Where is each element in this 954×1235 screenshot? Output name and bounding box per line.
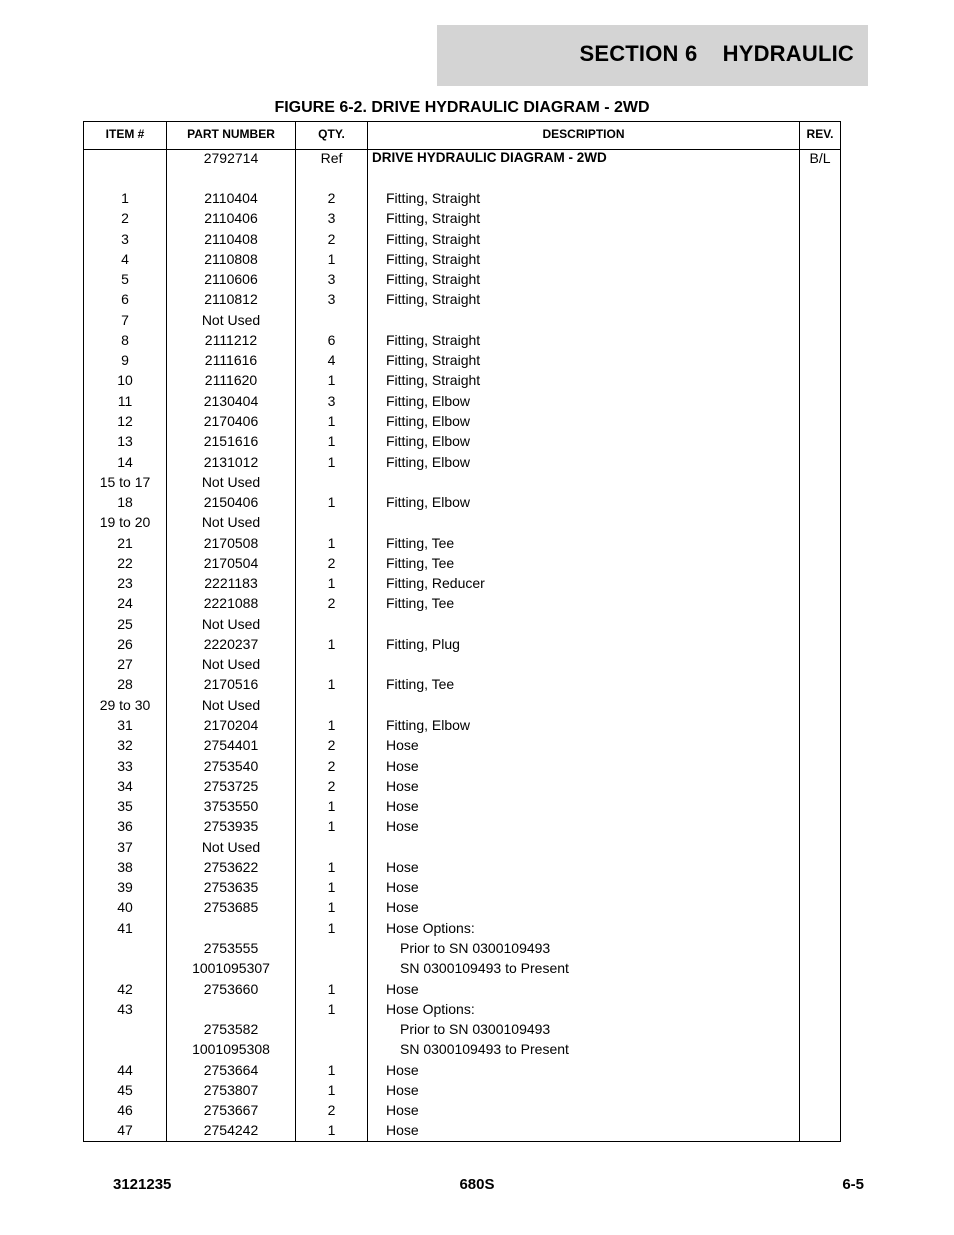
description-cell: Fitting, Elbow — [386, 412, 471, 429]
qty-cell: 2 — [327, 595, 336, 612]
description-cell: Hose — [386, 818, 419, 835]
qty-cell: 2 — [327, 1102, 336, 1119]
part-number-cell: 2753540 — [203, 757, 259, 774]
part-number-cell: 2220237 — [203, 635, 259, 652]
item-cell: 38 — [117, 858, 133, 875]
description-cell: Fitting, Reducer — [386, 575, 485, 592]
item-cell: 42 — [117, 980, 133, 997]
item-cell: 15 to 17 — [99, 473, 151, 490]
table-row — [84, 148, 840, 168]
header-description: DESCRIPTION — [542, 127, 625, 141]
table-row — [84, 431, 840, 451]
table-row — [84, 877, 840, 897]
qty-cell: 1 — [327, 433, 336, 450]
table-row — [84, 229, 840, 249]
item-cell: 12 — [117, 412, 133, 429]
table-row — [84, 938, 840, 958]
part-number-cell: 2110606 — [204, 271, 258, 288]
part-number-cell: 2111620 — [204, 372, 258, 389]
part-number-cell: 2150406 — [203, 494, 259, 511]
header-part-number: PART NUMBER — [187, 127, 275, 141]
table-row — [84, 1019, 840, 1039]
table-row — [84, 614, 840, 634]
table-row — [84, 350, 840, 370]
table-row — [84, 452, 840, 472]
qty-cell: 2 — [327, 757, 336, 774]
description-cell: Fitting, Elbow — [386, 433, 471, 450]
qty-cell: 3 — [327, 271, 336, 288]
part-number-cell: Not Used — [201, 311, 261, 328]
description-cell: Fitting, Straight — [386, 190, 481, 206]
description-cell: Hose — [386, 1061, 419, 1078]
qty-cell: 2 — [327, 777, 336, 794]
part-number-cell: 2753622 — [203, 858, 259, 875]
item-cell: 43 — [117, 1000, 133, 1017]
item-cell: 39 — [117, 879, 133, 896]
footer-page-number: 6-5 — [842, 1176, 864, 1193]
part-number-cell: 2753635 — [203, 879, 259, 896]
part-number-cell: Not Used — [201, 514, 261, 531]
description-cell: SN 0300109493 to Present — [400, 1041, 569, 1058]
qty-cell: 1 — [327, 534, 336, 551]
part-number-cell: Not Used — [201, 615, 261, 632]
part-number-cell: 2151616 — [203, 433, 259, 450]
table-row — [84, 897, 840, 917]
part-number-cell: 2110406 — [204, 210, 258, 227]
table-row — [84, 553, 840, 573]
description-cell: Hose Options: — [386, 919, 475, 936]
item-cell: 40 — [117, 899, 133, 916]
item-cell: 10 — [117, 372, 133, 389]
item-cell: 19 to 20 — [99, 514, 151, 531]
description-cell: Hose — [386, 1081, 419, 1098]
description-cell: Hose — [386, 879, 419, 896]
table-row — [84, 979, 840, 999]
table-row — [84, 715, 840, 735]
description-cell: Hose — [386, 1102, 419, 1119]
part-number-cell: 2110408 — [204, 230, 258, 247]
table-row — [84, 370, 840, 390]
part-number-cell: 2221183 — [204, 575, 258, 592]
description-cell: Fitting, Straight — [386, 271, 481, 288]
description-cell: Fitting, Straight — [386, 250, 481, 267]
part-number-cell: 2753667 — [203, 1102, 259, 1119]
part-number-cell: 2753807 — [203, 1081, 259, 1098]
description-cell: Fitting, Elbow — [386, 717, 471, 734]
part-number-cell: Not Used — [201, 473, 261, 490]
qty-cell: 1 — [327, 1081, 336, 1098]
table-row — [84, 837, 840, 857]
part-number-cell: Not Used — [201, 838, 261, 855]
description-cell: Fitting, Tee — [386, 676, 455, 693]
table-row — [84, 674, 840, 694]
part-number-cell: 2170204 — [203, 717, 259, 734]
table-row — [84, 289, 840, 309]
part-number-cell: 2170504 — [203, 554, 259, 571]
description-cell: Hose — [386, 858, 419, 875]
description-cell: Fitting, Tee — [386, 554, 455, 571]
qty-cell: 1 — [327, 818, 336, 835]
table-row — [84, 249, 840, 269]
item-cell: 8 — [121, 331, 129, 348]
part-number-cell: 2131012 — [203, 453, 259, 470]
part-number-cell: 2111212 — [204, 331, 258, 348]
qty-cell: 1 — [327, 858, 336, 875]
item-cell: 22 — [117, 554, 133, 571]
part-number-cell: 2170406 — [203, 412, 259, 429]
part-number-cell: 2754401 — [203, 737, 259, 754]
qty-cell: 1 — [327, 1122, 336, 1139]
item-cell: 24 — [117, 595, 133, 612]
qty-cell: 1 — [327, 676, 336, 693]
part-number-cell: 1001095308 — [192, 1041, 270, 1058]
table-row — [84, 654, 840, 674]
table-row — [84, 816, 840, 836]
description-cell: Fitting, Tee — [386, 595, 455, 612]
part-number-cell: 2753582 — [203, 1021, 259, 1038]
description-cell: Fitting, Elbow — [386, 453, 471, 470]
qty-cell: 1 — [327, 635, 336, 652]
description-cell: Fitting, Elbow — [386, 392, 471, 409]
item-cell: 47 — [117, 1122, 133, 1139]
description-cell: Fitting, Straight — [386, 352, 481, 369]
table-row — [84, 391, 840, 411]
table-row — [84, 857, 840, 877]
part-number-cell: Not Used — [201, 696, 261, 713]
qty-cell: 3 — [327, 392, 336, 409]
item-cell: 18 — [117, 494, 133, 511]
table-row — [84, 1080, 840, 1100]
qty-cell: 2 — [327, 230, 336, 247]
qty-cell: 2 — [327, 190, 336, 206]
description-cell: Hose — [386, 737, 419, 754]
table-row — [84, 492, 840, 512]
table-row — [84, 330, 840, 350]
header-item: ITEM # — [105, 127, 145, 141]
item-cell: 23 — [117, 575, 133, 592]
table-row — [84, 776, 840, 796]
qty-cell: 2 — [327, 737, 336, 754]
table-row — [84, 269, 840, 289]
item-cell: 34 — [117, 777, 133, 794]
table-row — [84, 208, 840, 228]
part-number-cell: 2753725 — [203, 777, 259, 794]
description-cell: Fitting, Straight — [386, 372, 481, 389]
table-row — [84, 1120, 840, 1140]
item-cell: 5 — [121, 271, 129, 288]
part-number-cell: Not Used — [201, 656, 261, 673]
qty-cell: 1 — [327, 1061, 336, 1078]
part-number-cell: 2753664 — [203, 1061, 259, 1078]
description-cell: Prior to SN 0300109493 — [400, 1021, 551, 1038]
table-row — [84, 411, 840, 431]
header-qty: QTY. — [318, 127, 345, 141]
item-cell: 29 to 30 — [99, 696, 151, 713]
item-cell: 31 — [117, 717, 133, 734]
part-number-cell: 2170516 — [203, 676, 259, 693]
table-row — [84, 310, 840, 330]
table-row — [84, 634, 840, 654]
part-number-cell: 2221088 — [203, 595, 259, 612]
item-cell: 11 — [117, 392, 133, 409]
table-row — [84, 472, 840, 492]
qty-cell: 4 — [327, 352, 336, 369]
table-row — [84, 512, 840, 532]
qty-cell: 6 — [327, 331, 336, 348]
item-cell: 2 — [121, 210, 129, 227]
parts-table — [83, 121, 841, 1142]
rev-cell: B/L — [809, 150, 831, 166]
description-cell: Hose — [386, 777, 419, 794]
item-cell: 32 — [117, 737, 133, 754]
description-cell: Fitting, Tee — [386, 534, 455, 551]
table-row — [84, 1100, 840, 1120]
table-row — [84, 593, 840, 613]
part-number-cell: 2111616 — [204, 352, 258, 369]
qty-cell: 1 — [327, 575, 336, 592]
table-row — [84, 918, 840, 938]
item-cell: 36 — [117, 818, 133, 835]
qty-cell: 1 — [327, 250, 336, 267]
description-cell: Hose Options: — [386, 1000, 475, 1017]
item-cell: 46 — [117, 1102, 133, 1119]
qty-cell: 3 — [327, 291, 336, 308]
qty-cell: 1 — [327, 453, 336, 470]
part-number-cell: 2792714 — [203, 150, 259, 166]
part-number-cell: 2753685 — [203, 899, 259, 916]
qty-cell: 2 — [327, 554, 336, 571]
part-number-cell: 2754242 — [203, 1122, 259, 1139]
qty-cell: 3 — [327, 210, 336, 227]
table-row — [84, 1039, 840, 1059]
table-row — [84, 796, 840, 816]
item-cell: 35 — [117, 798, 133, 815]
figure-title: FIGURE 6-2. DRIVE HYDRAULIC DIAGRAM - 2WD — [274, 99, 650, 116]
description-cell: Fitting, Plug — [386, 635, 460, 652]
part-number-cell: 2753555 — [203, 939, 259, 956]
item-cell: 1 — [121, 190, 129, 206]
item-cell: 14 — [117, 453, 133, 470]
item-cell: 27 — [117, 656, 133, 673]
item-cell: 21 — [117, 534, 133, 551]
qty-cell: 1 — [327, 980, 336, 997]
table-row — [84, 695, 840, 715]
description-cell: SN 0300109493 to Present — [400, 960, 569, 977]
table-row — [84, 958, 840, 978]
section-title: SECTION 6 HYDRAULIC — [579, 41, 854, 66]
header-rev: REV. — [806, 127, 834, 141]
table-row — [84, 188, 840, 208]
item-cell: 45 — [117, 1081, 133, 1098]
part-number-cell: 2110808 — [204, 250, 258, 267]
item-cell: 3 — [121, 230, 129, 247]
table-row — [84, 999, 840, 1019]
description-cell: Fitting, Elbow — [386, 494, 471, 511]
item-cell: 25 — [117, 615, 133, 632]
item-cell: 37 — [117, 838, 133, 855]
part-number-cell: 2110812 — [204, 291, 258, 308]
footer-model: 680S — [459, 1176, 495, 1193]
part-number-cell: 2753935 — [203, 818, 259, 835]
table-row — [84, 756, 840, 776]
qty-cell: 1 — [327, 412, 336, 429]
description-cell: Fitting, Straight — [386, 230, 481, 247]
description-cell: DRIVE HYDRAULIC DIAGRAM - 2WD — [372, 150, 607, 165]
item-cell: 4 — [121, 250, 129, 267]
qty-cell: Ref — [320, 150, 343, 166]
item-cell: 26 — [117, 635, 133, 652]
item-cell: 44 — [117, 1061, 133, 1078]
part-number-cell: 2170508 — [203, 534, 259, 551]
table-row — [84, 1060, 840, 1080]
description-cell: Prior to SN 0300109493 — [400, 939, 551, 956]
item-cell: 9 — [121, 352, 129, 369]
item-cell: 7 — [121, 311, 129, 328]
part-number-cell: 1001095307 — [192, 960, 270, 977]
part-number-cell: 2110404 — [204, 190, 258, 206]
item-cell: 13 — [117, 433, 133, 450]
qty-cell: 1 — [327, 717, 336, 734]
item-cell: 33 — [117, 757, 133, 774]
table-row — [84, 573, 840, 593]
part-number-cell: 2753660 — [203, 980, 259, 997]
qty-cell: 1 — [327, 798, 336, 815]
qty-cell: 1 — [327, 899, 336, 916]
table-row — [84, 735, 840, 755]
section-header — [437, 25, 868, 86]
footer-document-number: 3121235 — [113, 1176, 172, 1193]
description-cell: Hose — [386, 798, 419, 815]
description-cell: Hose — [386, 1122, 419, 1139]
description-cell: Hose — [386, 980, 419, 997]
part-number-cell: 2130404 — [203, 392, 259, 409]
description-cell: Fitting, Straight — [386, 331, 481, 348]
description-cell: Fitting, Straight — [386, 291, 481, 308]
item-cell: 28 — [117, 676, 133, 693]
part-number-cell: 3753550 — [203, 798, 259, 815]
qty-cell: 1 — [327, 1000, 336, 1017]
qty-cell: 1 — [327, 372, 336, 389]
description-cell: Hose — [386, 757, 419, 774]
description-cell: Hose — [386, 899, 419, 916]
item-cell: 6 — [121, 291, 129, 308]
qty-cell: 1 — [327, 879, 336, 896]
description-cell: Fitting, Straight — [386, 210, 481, 227]
table-row — [84, 533, 840, 553]
qty-cell: 1 — [327, 919, 336, 936]
qty-cell: 1 — [327, 494, 336, 511]
item-cell: 41 — [117, 919, 133, 936]
